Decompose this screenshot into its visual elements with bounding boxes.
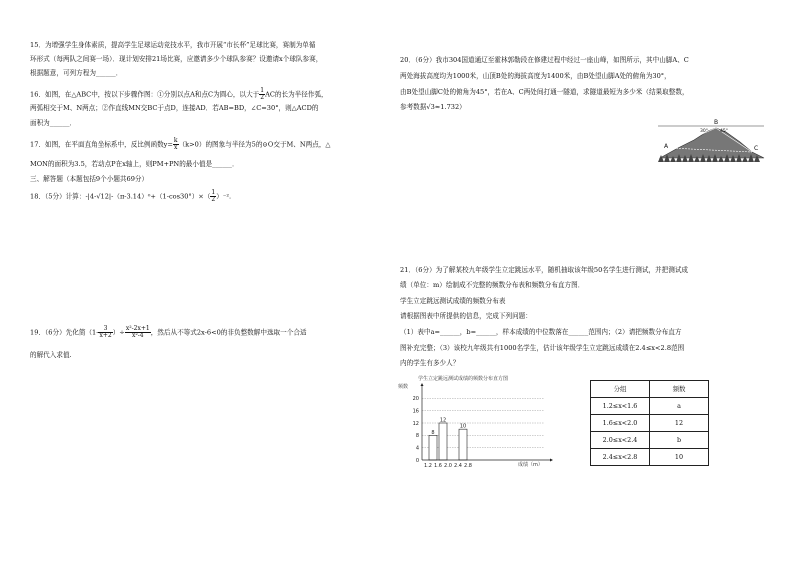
q16-line2: 两弧相交于M、N两点；②作直线MN交BC于点D，连接AD．若AB=BD，∠C=30°，则△ACD的 [30, 104, 319, 112]
header-frequency: 频数 [650, 381, 709, 398]
bar-data-label: 12 [439, 417, 447, 424]
cell-frequency: b [650, 432, 709, 449]
q18-tail: ）⁻². [216, 192, 232, 201]
mountain-figure [656, 118, 768, 162]
q18-frac-num: 1 [211, 189, 216, 196]
q21-line6: 图补充完整；（3）该校九年级共有1000名学生，估计该年级学生立定跳远成绩在2.4≤x<2.8范围 [400, 344, 685, 352]
y-tick-label: 8 [415, 433, 419, 440]
histogram-chart [400, 372, 572, 472]
q16-line1a: 16．如图，在△ABC中，按以下步骤作图：①分别以点A和点C为圆心，以大于 [30, 90, 260, 99]
cell-frequency: 12 [650, 415, 709, 432]
q19-part1: 19．（6分）先化简（1- [30, 328, 99, 337]
q19-f2-num: x²-2x+1 [125, 325, 150, 332]
q17-line2: MON的面积为3.5，若动点P在x轴上，则PM+PN的最小值是______． [30, 160, 239, 168]
angle-45: 45° [720, 129, 728, 134]
table-header-row [591, 381, 709, 398]
y-tick-label: 20 [412, 396, 419, 403]
frequency-table [590, 380, 709, 466]
q19-line2: 的解代入求值. [30, 351, 72, 359]
y-axis-label: 频数 [398, 384, 409, 390]
x-axis-arrow [550, 459, 553, 462]
q16-frac-den: 2 [260, 94, 265, 101]
q16-frac-num: 1 [260, 87, 265, 94]
q21-line2: 绩（单位：m）绘制成不完整的频数分布表和频数分布直方图． [400, 281, 585, 289]
table-row [591, 415, 709, 432]
y-tick-label: 12 [412, 420, 419, 427]
q17-line1 [30, 138, 331, 151]
q18-frac-den: 2 [211, 196, 216, 203]
q21-line4: 请根据图表中所提供的信息，完成下列问题： [400, 312, 532, 320]
mountain-shape [660, 128, 764, 158]
y-tick-label: 0 [415, 457, 419, 464]
q19-fraction-2 [125, 326, 151, 339]
q20-line3: 由B处望山脚C处的俯角为45°，若在A、C两处间打通一隧道，求隧道最短为多少米（结果取整数， [400, 88, 689, 96]
table-row [591, 398, 709, 415]
section3-heading: 三、解答题（本题包括9个小题共69分） [30, 175, 149, 183]
q15-line3: 根据题意，可列方程为______． [30, 69, 123, 77]
cell-group: 1.6≤x<2.0 [591, 415, 650, 432]
q21-line5: （1）表中a=______，b=______，样本成绩的中位数落在______范围内；（2）请把频数分布直方 [400, 328, 682, 336]
q16-line1b: AC的长为半径作弧， [265, 90, 328, 99]
bar-data-label: 8 [431, 429, 435, 436]
q17-frac-den: x [174, 144, 178, 151]
q20-line1: 20．（6分）我市304国道通辽至霍林郭勒段在修建过程中经过一座山峰，如图所示，其中山脚A、C [400, 56, 689, 64]
x-axis-label: 成绩（m） [518, 462, 543, 468]
x-tick-labels [424, 463, 472, 469]
cell-group: 1.2≤x<1.6 [591, 398, 650, 415]
cell-frequency: a [650, 398, 709, 415]
table-row [591, 449, 709, 466]
x-tick-label: 2.0 [444, 463, 452, 469]
cell-group: 2.4≤x<2.8 [591, 449, 650, 466]
table-row [591, 432, 709, 449]
x-tick-label: 1.2 [424, 463, 432, 469]
label-c: C [754, 145, 759, 152]
histogram-bar [439, 423, 447, 460]
q16-line1 [30, 88, 328, 101]
label-b: B [714, 119, 719, 126]
angle-30: 30° [700, 129, 708, 134]
q19-f2-den: x²-4 [131, 332, 144, 339]
x-tick-label: 2.8 [464, 463, 472, 469]
q21-line7: 内的学生有多少人？ [400, 359, 460, 367]
q17-line1b: （k>0）的图象与半径为5的⊙O交于M、N两点，△ [178, 140, 331, 149]
x-tick-label: 2.4 [454, 463, 462, 469]
x-tick-label: 1.6 [434, 463, 442, 469]
header-group: 分组 [591, 381, 650, 398]
q19-fraction-1 [98, 326, 112, 339]
bar-data-label: 10 [459, 423, 467, 430]
bars [429, 418, 467, 461]
histogram-bar [459, 429, 467, 460]
q19-part3: ，然后从不等式2x-6<0的非负整数解中选取一个合适 [150, 328, 307, 337]
cell-group: 2.0≤x<2.4 [591, 432, 650, 449]
chart-title: 学生立定跳远测试成绩的频数分布直方图 [418, 376, 509, 382]
q18 [30, 190, 231, 203]
y-tick-label: 4 [415, 445, 419, 452]
y-tick-labels [413, 396, 419, 464]
q19-line1 [30, 326, 307, 339]
histogram-bar [429, 435, 437, 460]
table-caption: 学生立定跳远测试成绩的频数分布表 [400, 297, 506, 305]
q15-line1: 15．为增强学生身体素质，提高学生足球运动竞技水平，我市开展“市长杯”足球比赛，赛制为单循 [30, 41, 316, 49]
q20-line2: 两处海拔高度均为1000米，山顶B处的海拔高度为1400米，由B处望山脚A处的俯角为30°， [400, 72, 671, 80]
q20-line4: 参考数据√3≈1.732） [400, 103, 466, 111]
q21-line1: 21．（6分）为了解某校九年级学生立定跳远水平，随机抽取该年级50名学生进行测试，并把测试成 [400, 266, 689, 274]
y-tick-label: 16 [412, 408, 419, 415]
q17-frac-num: k [173, 137, 178, 144]
q15-line2: 环形式（每两队之间赛一场）．现计划安排21场比赛，应邀请多少个球队参赛？设邀请x个球队参赛， [30, 55, 323, 63]
q19-f1-num: 3 [98, 326, 112, 333]
q18-text: 18．（5分）计算：-|4-√12|-（π-3.14）⁰+（1-cos30°）×（ [30, 192, 211, 201]
label-a: A [664, 143, 669, 150]
q17-line1a: 17．如图，在平面直角坐标系中，反比例函数y= [30, 140, 173, 149]
q16-line3: 面积为______． [30, 119, 77, 127]
cell-frequency: 10 [650, 449, 709, 466]
y-axis-arrow [421, 383, 424, 386]
q19-part2: ）÷ [112, 328, 125, 337]
q19-f1-den: x+2 [99, 332, 112, 339]
